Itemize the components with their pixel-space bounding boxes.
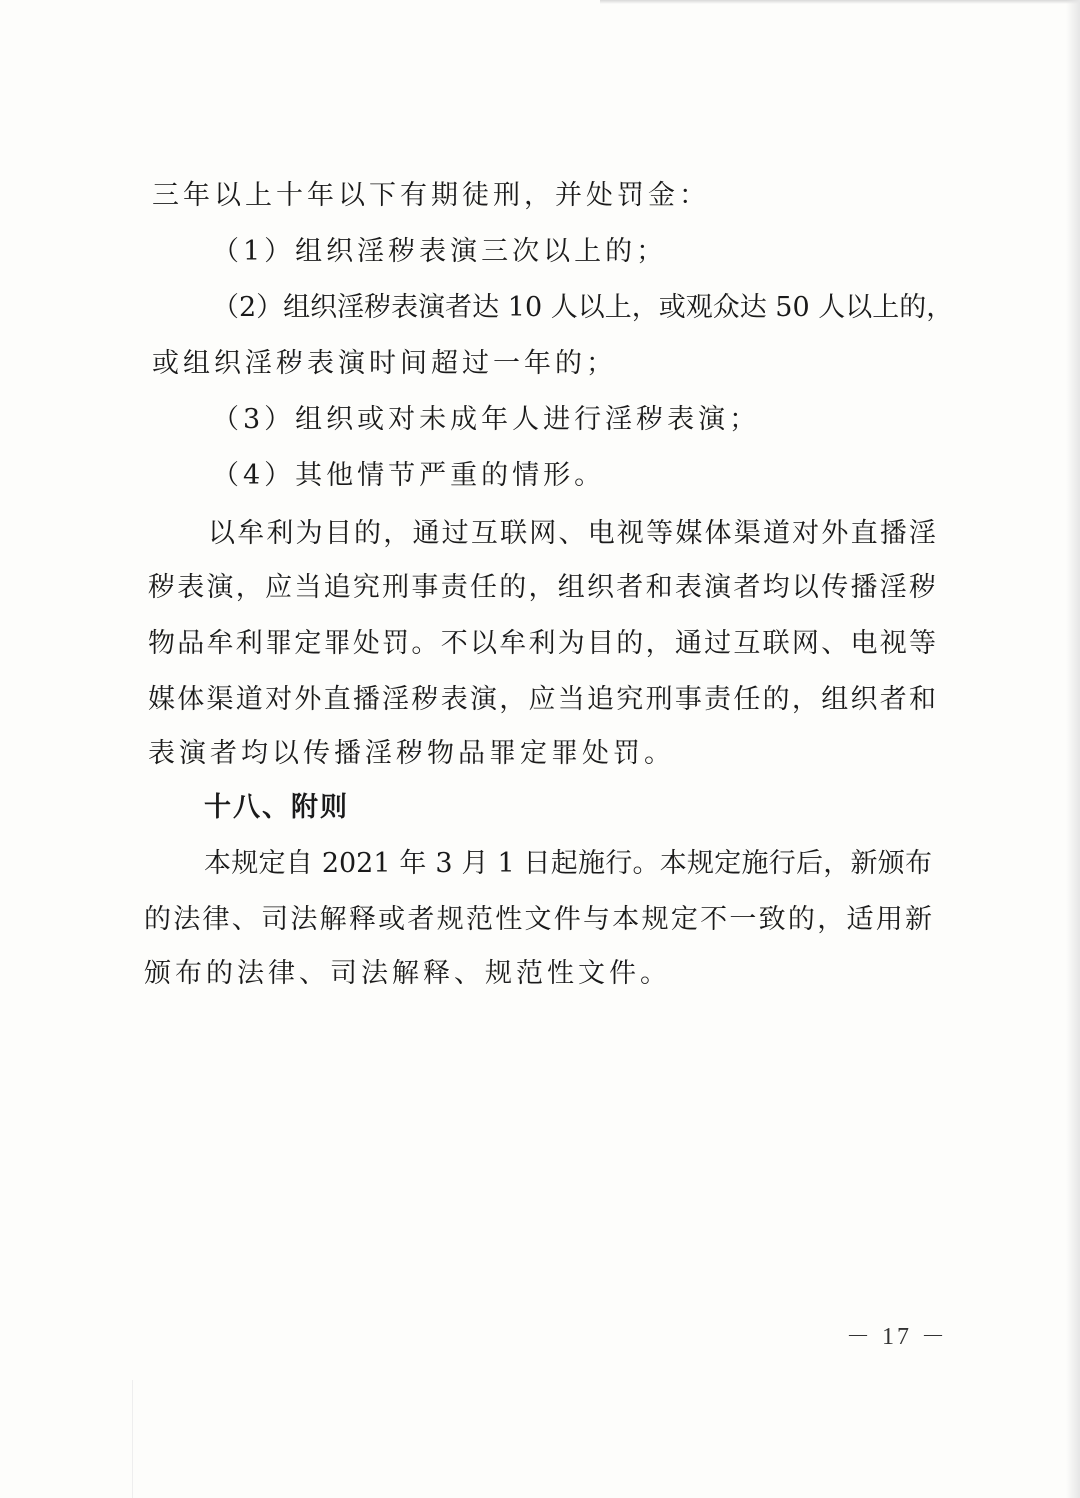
paragraph-line-2: 秽表演，应当追究刑事责任的，组织者和表演者均以传播淫秽 <box>148 572 936 603</box>
paragraph-line-5: 表演者均以传播淫秽物品罪定罪处罚。 <box>148 738 675 769</box>
appendix-line-2: 的法律、司法解释或者规范性文件与本规定不一致的，适用新 <box>144 904 932 935</box>
paragraph-line-1: 以牟利为目的，通过互联网、电视等媒体渠道对外直播淫 <box>208 518 936 549</box>
list-item-2: （2）组织淫秽表演者达 10 人以上，或观众达 50 人以上的， <box>212 292 954 323</box>
list-item-1: （1）组织淫秽表演三次以上的； <box>212 236 668 267</box>
list-item-4: （4）其他情节严重的情形。 <box>212 460 606 491</box>
paragraph-line-3: 物品牟利罪定罪处罚。不以牟利为目的，通过互联网、电视等 <box>148 628 936 659</box>
scan-edge-top <box>600 0 1080 4</box>
appendix-line-3: 颁布的法律、司法解释、规范性文件。 <box>144 958 671 989</box>
list-item-3: （3）组织或对未成年人进行淫秽表演； <box>212 404 761 435</box>
scan-edge-left <box>132 1380 133 1498</box>
paragraph-line-4: 媒体渠道对外直播淫秽表演，应当追究刑事责任的，组织者和 <box>148 684 936 715</box>
scan-edge-right <box>1066 0 1080 1498</box>
body-line-1: 三年以上十年以下有期徒刑，并处罚金： <box>152 180 710 211</box>
appendix-line-1: 本规定自 2021 年 3 月 1 日起施行。本规定施行后，新颁布 <box>204 848 932 879</box>
page-number: － 17 － <box>846 1324 948 1350</box>
list-item-2-continued: 或组织淫秽表演时间超过一年的； <box>152 348 617 379</box>
section-heading: 十八、附则 <box>204 792 349 823</box>
